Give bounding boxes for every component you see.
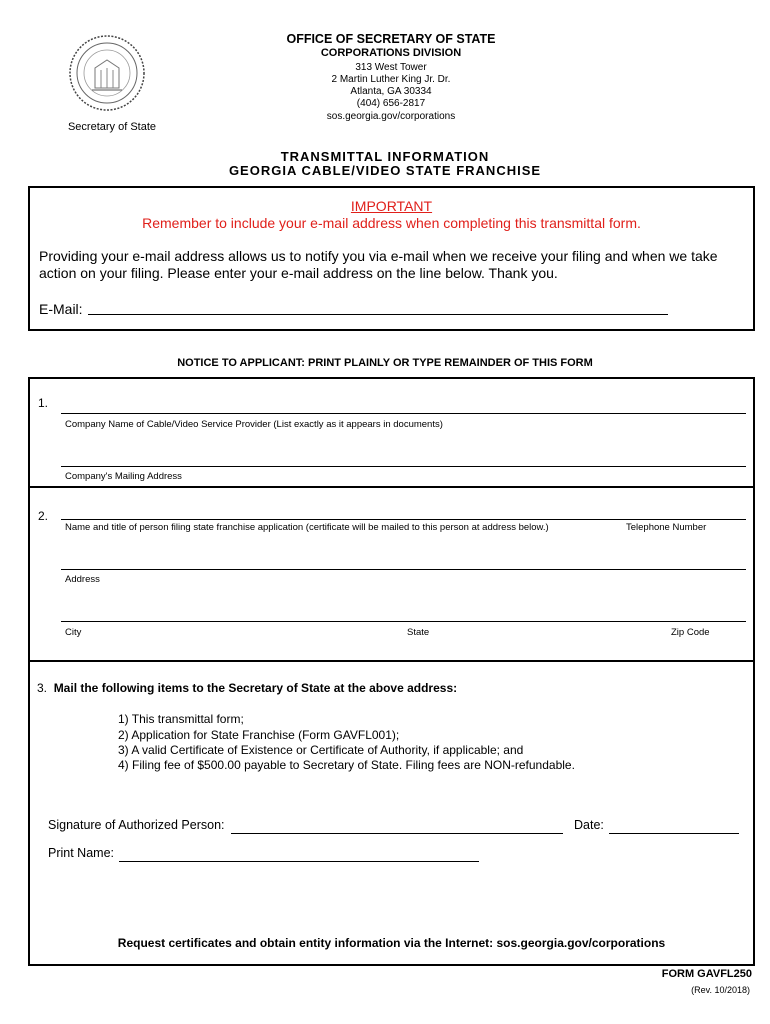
internet-request-note: Request certificates and obtain entity information via the Internet: sos.georgia.gov/corporations [117,936,666,950]
signature-label: Signature of Authorized Person: [48,818,225,832]
zip-label: Zip Code [671,627,710,638]
section-divider [30,660,753,662]
mailing-instructions-text: Mail the following items to the Secretary of State at the above address: [53,681,458,695]
revision-date: (Rev. 10/2018) [691,985,750,995]
telephone-label: Telephone Number [626,522,707,533]
mailing-address-label: Company's Mailing Address [65,471,182,482]
address-field[interactable] [61,569,746,570]
section-divider [30,486,753,488]
mailing-instructions-heading [37,681,457,695]
office-title: OFFICE OF SECRETARY OF STATE [286,32,496,46]
section-3-number: 3. [37,681,48,695]
filer-name-field[interactable] [61,519,746,520]
division-name: CORPORATIONS DIVISION [320,47,462,59]
company-name-label: Company Name of Cable/Video Service Provider (List exactly as it appears in documents) [65,419,443,430]
list-item: 4) Filing fee of $500.00 payable to Secretary of State. Filing fees are NON-refundable. [118,758,575,772]
date-field[interactable] [609,833,739,834]
email-field[interactable] [88,314,668,315]
form-title-line-1: TRANSMITTAL INFORMATION [280,149,490,164]
important-heading: IMPORTANT [350,198,433,214]
list-item: 3) A valid Certificate of Existence or Certificate of Authority, if applicable; and [118,743,524,757]
city-state-zip-field[interactable] [61,621,746,622]
state-seal-icon [68,34,146,112]
email-reminder: Remember to include your e-mail address when completing this transmittal form. [142,215,641,231]
website-link[interactable]: sos.georgia.gov/corporations [326,111,456,122]
list-item: 2) Application for State Franchise (Form GAVFL001); [118,728,400,742]
print-name-label: Print Name: [48,846,114,860]
mailing-address-field[interactable] [61,466,746,467]
filer-name-label: Name and title of person filing state franchise application (certificate will be mailed to this person at address below.) [65,522,549,533]
address-line-1: 313 West Tower [355,62,427,73]
applicant-notice: NOTICE TO APPLICANT: PRINT PLAINLY OR TYPE REMAINDER OF THIS FORM [177,357,593,369]
important-box [28,186,755,331]
date-label: Date: [574,818,604,832]
list-item: 1) This transmittal form; [118,712,244,726]
section-1-number: 1. [38,396,49,410]
form-id: FORM GAVFL250 [661,968,752,980]
city-label: City [65,627,82,638]
email-explanation: Providing your e-mail address allows us to notify you via e-mail when we receive your filing and when we take action on your filing. Please enter your e-mail address on the line below. Thank you. [39,248,718,281]
email-label: E-Mail: [39,301,83,317]
state-label: State [407,627,430,638]
address-line-2: 2 Martin Luther King Jr. Dr. [331,74,451,85]
address-label: Address [65,574,100,585]
print-name-field[interactable] [119,861,479,862]
main-form-box [28,377,755,966]
seal-label: Secretary of State [67,121,157,133]
section-2-number: 2. [38,509,49,523]
form-title-line-2: GEORGIA CABLE/VIDEO STATE FRANCHISE [228,163,542,178]
phone-number: (404) 656-2817 [356,98,426,109]
signature-field[interactable] [231,833,563,834]
address-line-3: Atlanta, GA 30334 [350,86,432,97]
company-name-field[interactable] [61,413,746,414]
